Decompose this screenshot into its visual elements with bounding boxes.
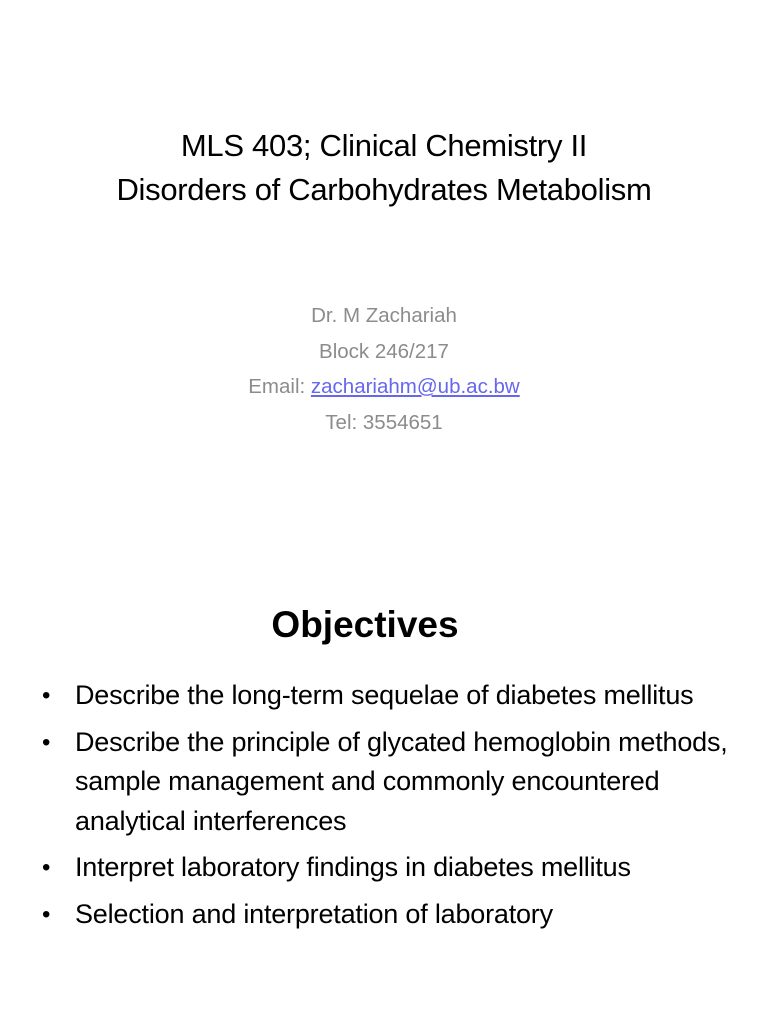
email-line (0, 369, 768, 405)
presenter-info (0, 298, 768, 440)
bullet-text: Interpret laboratory findings in diabetes mellitus (75, 852, 631, 882)
bullet-icon: • (42, 900, 51, 928)
phone-number: Tel: 3554651 (325, 410, 443, 434)
objectives-list (40, 676, 740, 941)
email-link[interactable]: zachariahm@ub.ac.bw (310, 375, 520, 398)
title-line-topic: Disorders of Carbohydrates Metabolism (116, 172, 652, 207)
list-item (40, 723, 740, 842)
email-label: Email: (248, 375, 311, 398)
bullet-text: Describe the principle of glycated hemoglobin methods, sample management and commonly encountered analytical interferences (75, 726, 728, 836)
bullet-icon: • (42, 854, 51, 881)
list-item (40, 848, 740, 888)
bullet-icon: • (42, 682, 51, 709)
title-line-course: MLS 403; Clinical Chemistry II (180, 128, 588, 163)
bullet-icon: • (42, 728, 51, 756)
objectives-slide (0, 576, 768, 1024)
list-item (40, 895, 740, 935)
presenter-name: Dr. M Zachariah (311, 304, 457, 327)
bullet-text: Describe the long-term sequelae of diabetes mellitus (75, 680, 694, 710)
list-item (40, 676, 740, 716)
bullet-text: Selection and interpretation of laboratory (75, 898, 553, 929)
office-location: Block 246/217 (319, 339, 449, 363)
objectives-heading: Objectives (271, 604, 459, 645)
slide-title (0, 124, 768, 212)
